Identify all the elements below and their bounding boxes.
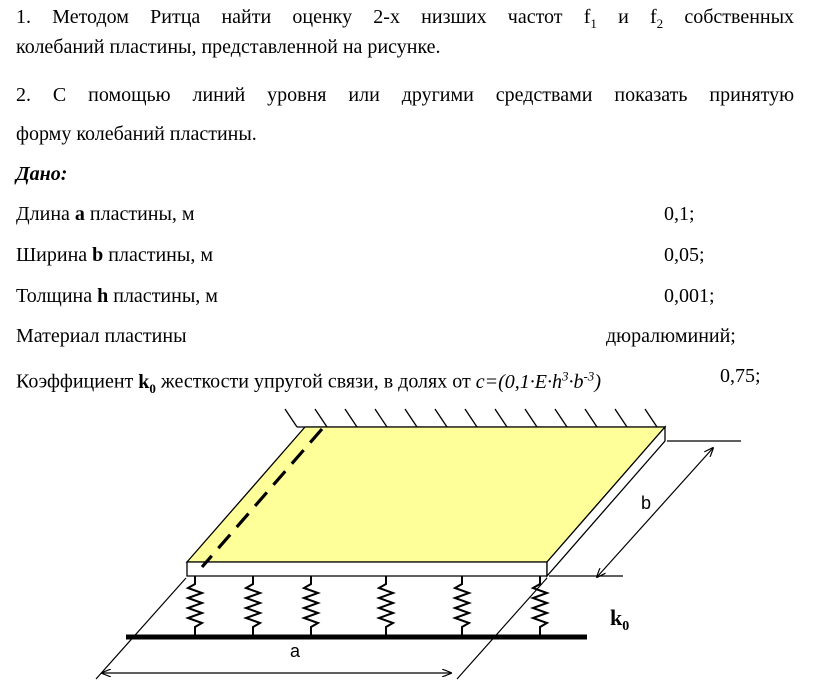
given-material-value: дюралюминий;	[606, 325, 736, 347]
given-length-value: 0,1;	[664, 203, 695, 225]
clamp-hatching	[285, 409, 665, 427]
task-item-1-line-1: 1. Методом Ритца найти оценку 2-х низших частот $f_1$ и $f_2$ собственных	[16, 6, 795, 31]
given-length-label: Длина a пластины, м	[16, 203, 195, 225]
spring	[379, 576, 393, 636]
given-thickness-label: Толщина h пластины, м	[16, 285, 218, 307]
item-number-1: 1.	[16, 6, 31, 28]
task-item-2-line-2: форму колебаний пластины.	[16, 123, 257, 145]
plate-top-face	[187, 427, 665, 562]
stiffness-formula: $c=(0,1\cdot E\cdot h^3\cdot b^{-3})$	[475, 368, 601, 393]
given-material-label: Материал пластины	[16, 325, 187, 347]
symbol-f2: $f_2$	[649, 6, 664, 31]
spring	[455, 576, 469, 636]
given-width-label: Ширина b пластины, м	[16, 244, 213, 266]
label-a: a	[290, 641, 301, 661]
springs	[188, 576, 547, 636]
label-b: b	[641, 493, 652, 513]
given-heading: Дано:	[16, 163, 68, 185]
given-width-value: 0,05;	[664, 244, 705, 266]
given-thickness-value: 0,001;	[664, 285, 715, 307]
plate	[187, 427, 665, 576]
symbol-k0: $k_0$	[138, 370, 156, 396]
spring	[246, 576, 260, 636]
task-item-1-line-2: колебаний пластины, представленной на рисунке.	[16, 36, 441, 58]
label-k0: $k_0$	[610, 605, 630, 634]
task-item-2-line-1: 2. С помощью линий уровня или другими средствами показать принятую	[16, 84, 795, 106]
spring	[188, 576, 202, 636]
given-coefficient-label: Коэффициент $k_0$ жесткости упругой связи, в долях от $c=(0,1\cdot E\cdot h^3\cdot b^{-3})$	[16, 368, 601, 396]
dimension-a	[96, 578, 547, 679]
plate-front-face	[187, 562, 547, 576]
symbol-f1: $f_1$	[583, 6, 597, 31]
plate-figure	[0, 395, 831, 691]
spring	[304, 576, 318, 636]
given-coefficient-value: 0,75;	[720, 365, 761, 387]
